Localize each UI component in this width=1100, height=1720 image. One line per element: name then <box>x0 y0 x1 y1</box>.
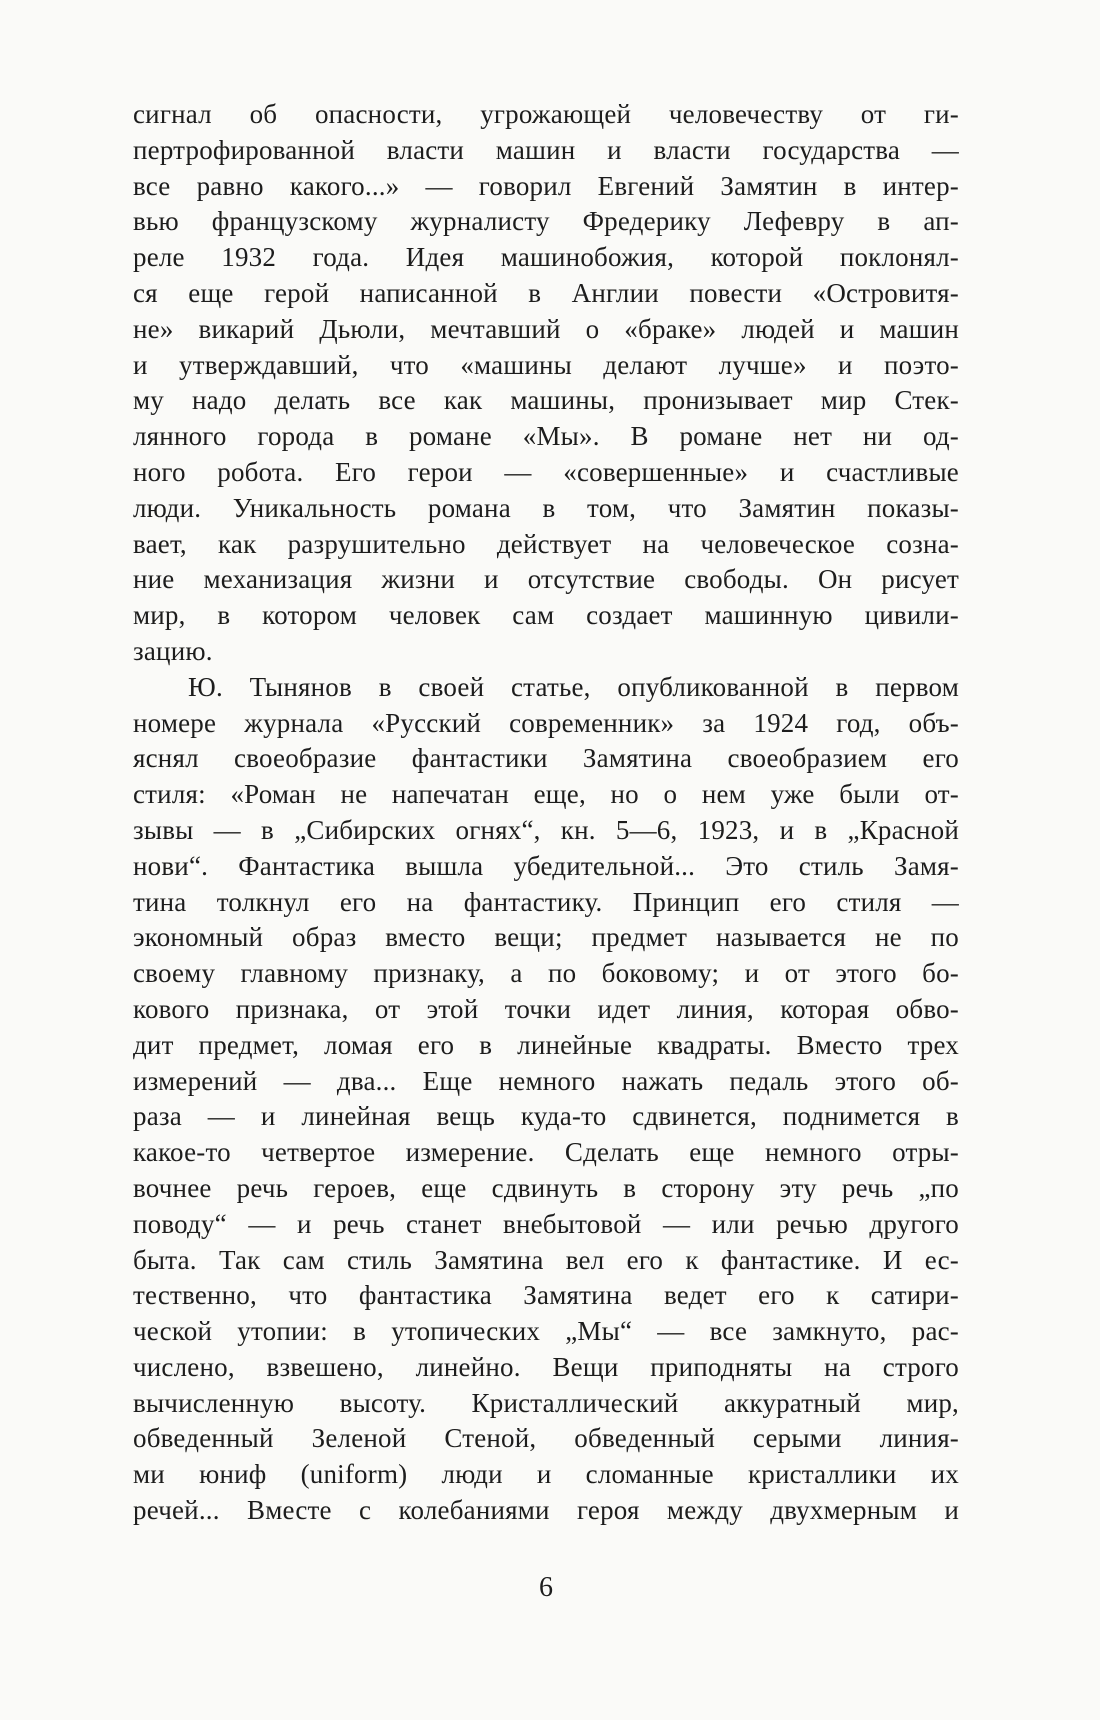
text-line: какое-то четвертое измерение. Сделать еще немного отры- <box>133 1137 959 1168</box>
text-line: нови“. Фантастика вышла убедительной... Это стиль Замя- <box>133 850 959 881</box>
text-line: зывы — в „Сибирских огнях“, кн. 5—6, 1923, и в „Красной <box>133 814 959 845</box>
text-line: вает, как разрушительно действует на человеческое созна- <box>133 528 959 559</box>
text-line: му надо делать все как машины, пронизывает мир Стек- <box>133 385 959 416</box>
text-line: дит предмет, ломая его в линейные квадраты. Вместо трех <box>133 1029 959 1060</box>
text-line: не» викарий Дьюли, мечтавший о «браке» людей и машин <box>133 313 959 344</box>
paragraph <box>133 97 959 670</box>
text-line: реле 1932 года. Идея машинобожия, которой поклонял- <box>133 242 959 273</box>
text-line: стиля: «Роман не напечатан еще, но о нем уже были от- <box>133 779 959 810</box>
text-line: тина толкнул его на фантастику. Принцип его стиля — <box>133 886 959 917</box>
text-block <box>133 97 959 1529</box>
text-line: все равно какого...» — говорил Евгений Замятин в интер- <box>133 170 959 201</box>
text-line: мир, в котором человек сам создает машинную цивили- <box>133 600 959 631</box>
paragraph <box>133 670 959 1529</box>
text-line: кового признака, от этой точки идет линия, которая обво- <box>133 993 959 1024</box>
text-line: обведенный Зеленой Стеной, обведенный серыми линия- <box>133 1423 959 1454</box>
text-line: зацию. <box>133 635 213 666</box>
text-line: люди. Уникальность романа в том, что Замятин показы- <box>133 492 959 523</box>
text-line: Ю. Тынянов в своей статье, опубликованной в первом <box>188 671 959 702</box>
text-line: быта. Так сам стиль Замятина вел его к фантастике. И ес- <box>133 1244 959 1275</box>
text-line: ного робота. Его герои — «совершенные» и счастливые <box>133 456 959 487</box>
text-line: ческой утопии: в утопических „Мы“ — все замкнуто, рас- <box>133 1316 959 1347</box>
text-line: лянного города в романе «Мы». В романе нет ни од- <box>133 421 959 452</box>
text-line: номере журнала «Русский современник» за 1924 год, объ- <box>133 707 959 738</box>
text-line: числено, взвешено, линейно. Вещи приподняты на строго <box>133 1351 959 1382</box>
text-line: раза — и линейная вещь куда-то сдвинется, поднимется в <box>133 1101 959 1132</box>
text-line: речей... Вместе с колебаниями героя между двухмерным и <box>133 1495 959 1526</box>
text-line: ся еще герой написанной в Англии повести «Островитя- <box>133 277 959 308</box>
text-line: вычисленную высоту. Кристаллический аккуратный мир, <box>133 1387 959 1418</box>
text-line: экономный образ вместо вещи; предмет называется не по <box>133 922 959 953</box>
text-line: вочнее речь героев, еще сдвинуть в сторону эту речь „по <box>133 1172 959 1203</box>
text-line: поводу“ — и речь станет внебытовой — или речью другого <box>133 1208 959 1239</box>
text-line: вью французскому журналисту Фредерику Лефевру в ап- <box>133 206 959 237</box>
text-line: ние механизация жизни и отсутствие свободы. Он рисует <box>133 564 959 595</box>
text-line: и утверждавший, что «машины делают лучше» и поэто- <box>133 349 959 380</box>
text-line: своему главному признаку, а по боковому; и от этого бо- <box>133 958 959 989</box>
text-line: ми юниф (uniform) люди и сломанные кристаллики их <box>133 1459 959 1490</box>
text-line: измерений — два... Еще немного нажать педаль этого об- <box>133 1065 959 1096</box>
text-line: пертрофированной власти машин и власти государства — <box>133 134 959 165</box>
text-line: тественно, что фантастика Замятина ведет его к сатири- <box>133 1280 959 1311</box>
page-number: 6 <box>539 1572 553 1603</box>
text-line: яснял своеобразие фантастики Замятина своеобразием его <box>133 743 959 774</box>
text-line: сигнал об опасности, угрожающей человечеству от ги- <box>133 99 959 129</box>
